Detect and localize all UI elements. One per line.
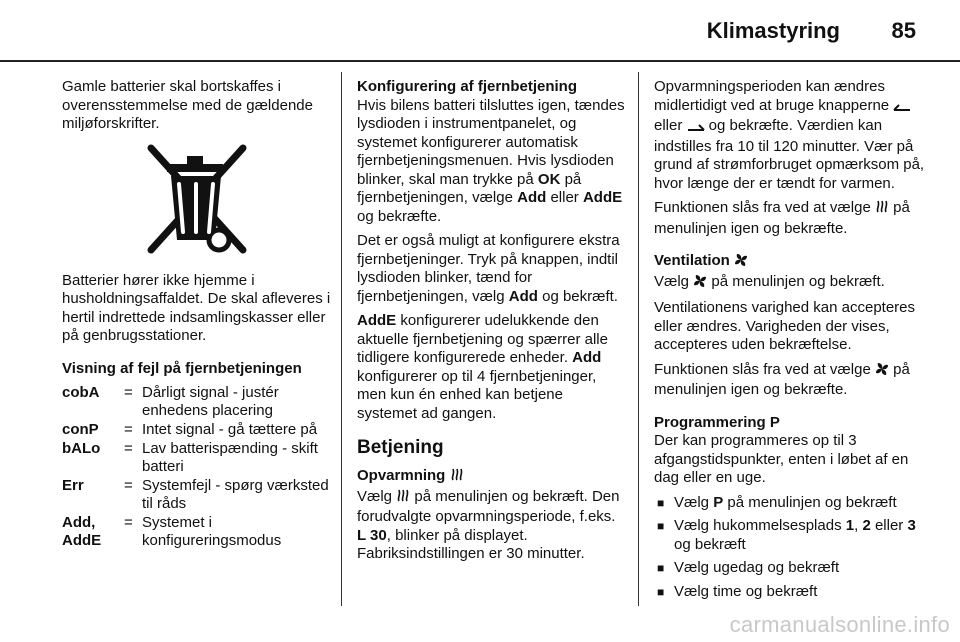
text-segment: på menulinjen igen og bekræfte. [654, 199, 910, 237]
fault-table [62, 384, 332, 551]
heating-off-paragraph [654, 199, 926, 238]
fault-code: Add, AddE [62, 514, 102, 549]
crossed-bin-symbol [62, 144, 332, 256]
column-2 [357, 78, 627, 570]
adde-option-label: AddE [357, 312, 397, 329]
disposal-intro: Gamle batterier skal bortskaffes i overensstemmelse med de gældende miljøforskrifter. [62, 78, 313, 132]
page-title: Klimastyring [706, 18, 840, 43]
table-row [62, 440, 332, 477]
arrow-right-key-icon [687, 119, 705, 138]
heating-paragraph [357, 488, 627, 564]
list-item [654, 517, 926, 554]
ok-key-label: OK [537, 170, 561, 188]
watermark: carmanualsonline.info [729, 612, 950, 637]
ventilation-paragraph-3 [654, 361, 926, 400]
fault-code: cobA [62, 384, 100, 401]
menu-p-label: P [713, 493, 724, 511]
text-segment: på menulinjen og bekræft. [707, 272, 885, 290]
add-option-label: Add [508, 287, 538, 305]
equals-sign: = [124, 421, 133, 438]
fan-icon [734, 253, 748, 273]
operation-section-heading: Betjening [357, 437, 444, 458]
text-segment: eller [870, 517, 908, 534]
battery-disposal-text: Batterier hører ikke hjemme i husholdningsaffaldet. De skal afleveres i hertil indrettede indsamlingskasser eller på genbrugsstationer. [62, 271, 331, 344]
column-divider-1 [341, 72, 342, 606]
slot-3-label: 3 [907, 517, 916, 534]
fault-description: Systemet i konfigureringsmodus [142, 514, 282, 549]
fault-code: Err [62, 477, 84, 494]
list-item [654, 494, 926, 513]
display-value-l30: L 30 [357, 526, 387, 544]
ventilation-paragraph-1 [654, 273, 926, 294]
column-divider-2 [638, 72, 639, 606]
programming-steps-list [654, 494, 926, 602]
programming-paragraph: Der kan programmeres op til 3 afgangstidspunkter, enten i løbet af en dag eller en uge. [654, 432, 909, 486]
text-segment: Vælg hukommelsesplads [674, 517, 846, 534]
column-1 [62, 78, 332, 551]
text-segment: og bekræft [674, 535, 746, 553]
text-segment: Opvarmningsperioden kan ændres midlertidigt ved at bruge knapperne [654, 78, 894, 114]
fault-description: Intet signal - gå tættere på [142, 421, 318, 438]
text-segment: Vælg [357, 487, 397, 505]
heating-icon [875, 199, 889, 220]
text-segment: eller [546, 189, 583, 206]
fan-icon [693, 274, 707, 294]
text-segment: , [854, 517, 863, 534]
text-segment: konfigurerer op til 4 fjernbetjeninger, men kun én enhed kan betjene systemet ad gangen. [357, 367, 597, 422]
text-segment: eller [654, 117, 687, 134]
text-segment: Funktionen slås fra ved at vælge [654, 199, 875, 216]
remote-config-paragraph-1 [357, 97, 627, 227]
heating-heading [357, 467, 627, 488]
add-option-label: Add [517, 189, 547, 206]
heating-icon [396, 488, 410, 509]
add-option-label: Add [572, 349, 602, 366]
table-row [62, 421, 332, 440]
arrow-left-key-icon [893, 99, 911, 118]
text-segment: Vælg [674, 493, 714, 511]
fault-description: Dårligt signal - justér enhedens placering [142, 384, 279, 419]
list-item: ■ Vælg ugedag og bekræft [654, 559, 926, 578]
text-segment: på menulinjen og bekræft [723, 493, 897, 511]
text-segment: , blinker på displayet. Fabriksindstillingen er 30 minutter. [357, 526, 585, 562]
text-segment: Vælg [654, 272, 694, 290]
list-item: ■ Vælg time og bekræft [654, 583, 926, 602]
remote-config-paragraph-3 [357, 312, 627, 423]
equals-sign: = [124, 514, 133, 531]
crossed-out-wheelie-bin-icon [131, 144, 263, 256]
header-divider [0, 60, 960, 62]
fault-code: bALo [62, 440, 101, 457]
ventilation-heading [654, 252, 926, 273]
fan-icon [875, 362, 889, 382]
equals-sign: = [124, 384, 133, 401]
text-segment: konfigurerer udelukkende den aktuelle fjernbetjening og spærrer alle tidligere konfigurerede enheder. [357, 312, 608, 366]
text-segment: Hvis bilens batteri tilsluttes igen, tændes lysdioden i instrumentpanelet, og systemet konfigurerer automatisk fjernbetjeningsmenuen. Hvis lysdioden blinker, skal man trykke på [357, 96, 625, 188]
text-segment: og bekræft. [537, 287, 618, 305]
table-row [62, 477, 332, 514]
text-segment: og bekræfte. Værdien kan indstilles fra 10 til 120 minutter. Vær på grund af strømforbruget opmærksom på, hvor længe der er tændt for varmen. [654, 117, 925, 192]
text-segment: på menulinjen og bekræft. Den forudvalgte opvarmningsperiode, f.eks. [357, 487, 620, 525]
text-segment: Funktionen slås fra ved at vælge [654, 360, 875, 378]
fault-description: Systemfejl - spørg værksted til råds [142, 477, 329, 512]
column-3 [654, 78, 926, 606]
table-row [62, 384, 332, 421]
heating-icon [450, 467, 464, 488]
remote-config-heading: Konfigurering af fjernbetjening [357, 78, 577, 95]
fault-code: conP [62, 421, 99, 438]
fault-description: Lav batterispænding - skift batteri [142, 440, 318, 475]
table-row [62, 514, 332, 551]
slot-1-label: 1 [845, 517, 855, 534]
ventilation-heading-text: Ventilation [654, 252, 730, 269]
page-number: 85 [891, 18, 916, 43]
remote-config-paragraph-2 [357, 232, 627, 306]
text-segment: på fjernbetjeningen, vælge [357, 170, 582, 206]
text-segment: på menulinjen igen og bekræfte. [654, 360, 910, 398]
text-segment: og bekræfte. [357, 207, 442, 225]
programming-heading: Programmering P [654, 413, 780, 431]
equals-sign: = [124, 477, 133, 494]
ventilation-paragraph-2: Ventilationens varighed kan accepteres eller ændres. Varigheden der vises, accepteres uden bekræftelse. [654, 299, 916, 353]
equals-sign: = [124, 440, 133, 457]
heating-duration-paragraph [654, 78, 926, 193]
text-segment: Det er også muligt at konfigurere ekstra fjernbetjeninger. Tryk på knappen, indtil lysdioden blinker, tænd for fjernbetjeningen, vælg [357, 232, 620, 305]
heating-heading-text: Opvarmning [357, 467, 446, 484]
fault-display-heading: Visning af fejl på fjernbetjeningen [62, 359, 302, 377]
adde-option-label: AddE [582, 189, 623, 206]
slot-2-label: 2 [862, 517, 871, 534]
page-header [0, 0, 960, 62]
